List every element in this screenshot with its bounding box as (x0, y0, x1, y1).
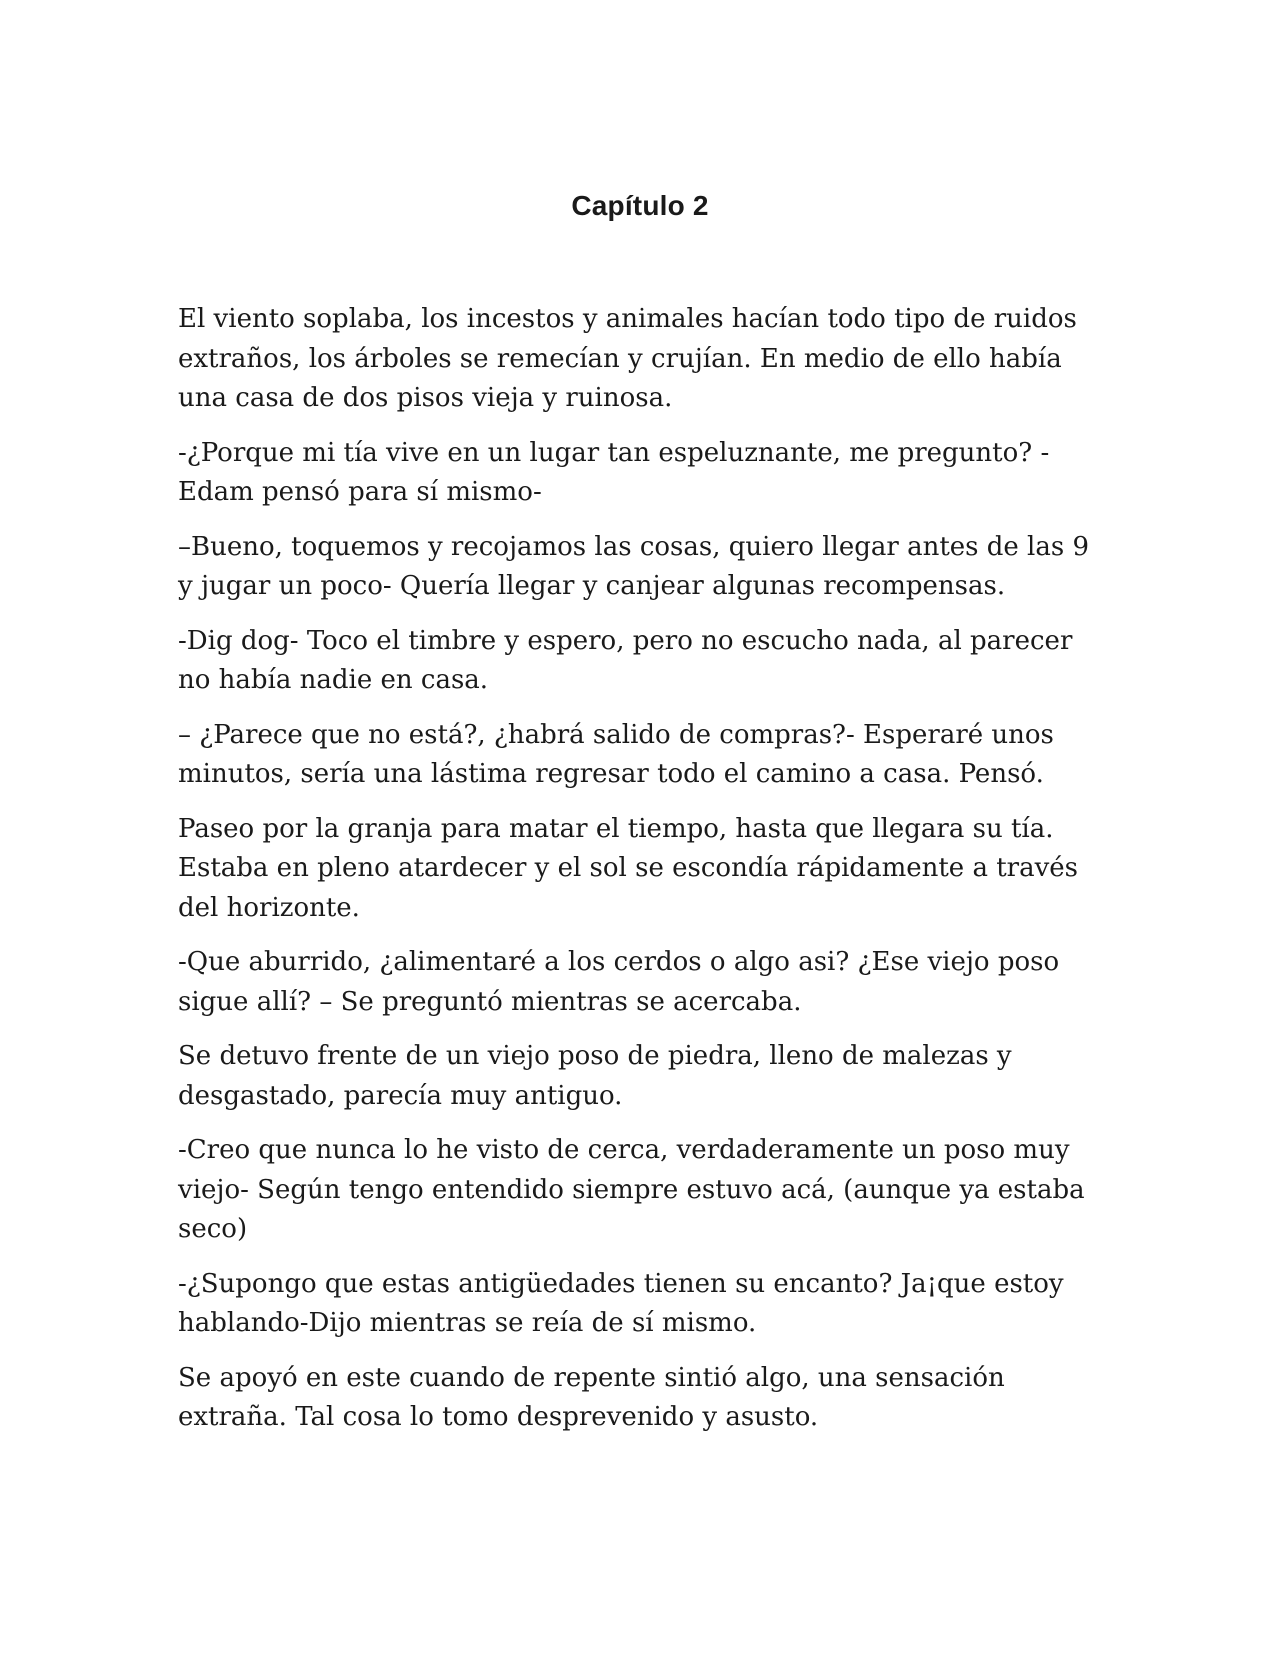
paragraph: -¿Porque mi tía vive en un lugar tan espeluznante, me pregunto? -Edam pensó para sí mismo- (178, 437, 1050, 507)
paragraph: Se apoyó en este cuando de repente sintió algo, una sensación extraña. Tal cosa lo tomo desprevenido y asusto. (178, 1362, 1005, 1432)
paragraph: -¿Supongo que estas antigüedades tienen su encanto? Ja¡que estoy hablando-Dijo mientras se reía de sí mismo. (178, 1268, 1064, 1338)
paragraph: – ¿Parece que no está?, ¿habrá salido de compras?- Esperaré unos minutos, sería una lástima regresar todo el camino a casa. Pensó. (178, 719, 1054, 789)
paragraph: El viento soplaba, los incestos y animales hacían todo tipo de ruidos extraños, los árboles se remecían y crujían. En medio de ello había una casa de dos pisos vieja y ruinosa. (178, 304, 1077, 413)
chapter-title: Capítulo 2 (571, 190, 709, 221)
paragraph: –Bueno, toquemos y recojamos las cosas, quiero llegar antes de las 9 y jugar un poco- Quería llegar y canjear algunas recompensas. (178, 531, 1090, 601)
paragraph: -Dig dog- Toco el timbre y espero, pero no escucho nada, al parecer no había nadie en casa. (178, 625, 1073, 695)
paragraph: Se detuvo frente de un viejo poso de piedra, lleno de malezas y desgastado, parecía muy antiguo. (178, 1041, 1012, 1111)
paragraph: -Que aburrido, ¿alimentaré a los cerdos o algo asi? ¿Ese viejo poso sigue allí? – Se preguntó mientras se acercaba. (178, 947, 1060, 1017)
paragraph: Paseo por la granja para matar el tiempo, hasta que llegara su tía. Estaba en pleno atardecer y el sol se escondía rápidamente a través del horizonte. (178, 813, 1079, 923)
chapter-body (178, 300, 1108, 1453)
paragraph: -Creo que nunca lo he visto de cerca, verdaderamente un poso muy viejo- Según tengo entendido siempre estuvo acá, (aunque ya estaba seco) (178, 1135, 1085, 1244)
